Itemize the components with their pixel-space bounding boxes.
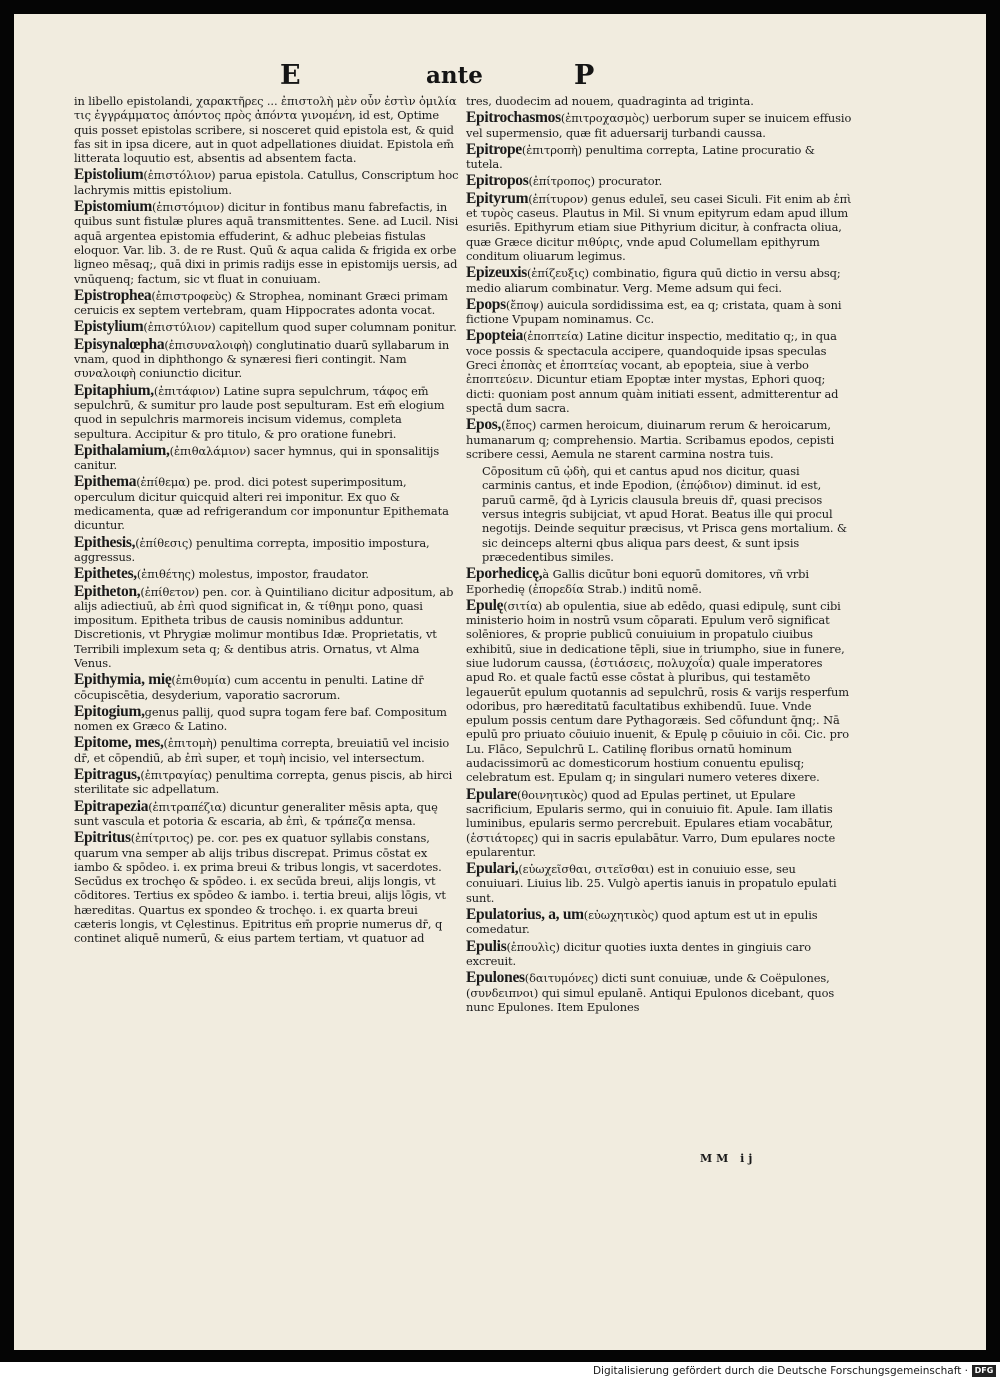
entry-text: (θοινητικὸς) quod ad Epulas pertinet, ut Epulare sacrificium, Epularis sermo, qui in conuiuio fit. Apule. Iam illatis luminibus, epularis sermo percrebuit. Epulares etiam vocabātur, (ἑστιάτορες) qui in sacris epulabātur. Varro, Dum epulares nocte epularentur. [466,787,836,859]
entry-headword: Epos, [466,416,502,434]
entry-text: (ἐπιστόλιον) parua epistola. Catullus, Conscriptum hoc lachrymis mittis epistolium. [74,168,459,197]
entry-headword: Epitogium, [74,702,145,720]
dictionary-entry [74,320,460,334]
dictionary-entry [74,702,460,734]
entry-headword: Epithymia, mię [74,671,172,689]
entry-text: (ἐπιστύλιον) capitellum quod super columnam ponitur. [143,320,457,335]
header-word: ante [426,62,483,89]
dictionary-entry [74,475,460,532]
entry-headword: Epistomium [74,198,152,216]
entry-headword: Epulis [466,937,507,955]
entry-text: (ἐπιτραγίας) penultima correpta, genus piscis, ab hirci sterilitate sic adpellatum. [74,768,453,797]
entry-headword: Epithesis, [74,533,136,551]
entry-text: (ἐπιτάφιον) Latine supra sepulchrum, τάφος em̄ sepulchrū, & sumitur pro laude post sepulturam. Est em̄ elogium quod in sepulchris marmoreis incisum videmus, completa sepultura. Accipitur & pro titulo, & pro oratione funebri. [74,383,445,441]
entry-headword: Epulari, [466,860,519,878]
book-page [14,14,986,1350]
dictionary-entry [466,111,852,140]
entry-text: (ἐπίθεσις) penultima correpta, impositio impostura, aggressus. [74,535,430,564]
dfg-logo: DFG [972,1365,996,1377]
header-letter-left: E [280,60,301,91]
header-letter-right: P [574,60,595,91]
entry-text: (σιτία) ab opulentia, siue ab edēdo, quasi edipulę, sunt cibi ministerio hoim in nostrū vsum cōparati. Epulum verō significat solēniores, & proprie publicū conuiuium in propatulo ciuibus exhibitū, siue in dedicatione tēpli, siue in triumpho, siue in funere, siue ludorum caussa, (ἑστιάσεις, πολυχοΐα) quale imperatores apud Ro. et quale factū esse cōstat à pluribus, qui testamēto legauerūt epulum quotannis ad sepulchrū, rosis & varijs resperfum odoribus, pro hæreditatū facultatibus exhibendū. Iuue. Vnde epulum possis centum dare Pythagoræis. Sed cōfundunt q̄nq;. Nā epulū pro priuato cōuiuio inuenit, & Epulę p cōuiuio in cōi. Cic. pro Lu. Flāco, Sepulchrū L. Catilinę floribus ornatū hominum audacissimorū ac domesticorum hostium conuentu epulisq; celebratum est. Epulam q; in singulari numero veteres dixere. [466,598,849,785]
entry-text: Cōpositum cū ᾠδὴ, qui et cantus apud nos dicitur, quasi carminis cantus, et inde Epodion, (ἐπῴδιον) diminut. id est, paruū carmē, q̄d à Lyricis clausula breuis dr̄, quasi precisos versus integris subijciat, vt apud Horat. Beatus ille qui procul negotijs. Deinde sequitur præcisus, vt Prisca gens mortalium. & sic deinceps alterni qbus aliqua pars deest, & sunt ipsis præcedentibus similes. [482,464,847,564]
entry-text: (ἐπιθαλάμιον) sacer hymnus, qui in sponsalitijs canitur. [74,443,440,473]
entry-text: (ἐπιθυμία) cum accentu in penulti. Latine dr̄ cōcupiscētia, desyderium, vaporatio sacrorum. [74,673,424,702]
entry-headword: Episynalœpha [74,335,165,353]
entry-headword: Epitrope [466,140,522,158]
dictionary-entry [466,295,852,327]
dictionary-entry [466,464,852,564]
entry-headword: Epulones [466,969,525,987]
entry-text: (εὐωχεῖσθαι, σιτεῖσθαι) est in conuiuio esse, seu conuiuari. Liuius lib. 25. Vulgò apertis ianuis in propatulo epulati sunt. [466,862,837,905]
dictionary-entry [466,567,852,596]
dictionary-entry [466,94,852,108]
entry-text: genus pallij, quod supra togam fere baf. Compositum nomen ex Græco & Latino. [74,704,447,734]
entry-headword: Epitropos [466,172,529,190]
entry-text: (δαιτυμόνες) dicti sunt conuiuæ, unde & Coëpulones, (συνδειπνοι) qui simul epulanē. Antiqui Epulonos dicebant, quos nunc Epulones. Item Epulones [466,971,835,1014]
right-column [466,94,852,1294]
entry-text: (ἐπίζευξις) combinatio, figura quū dictio in versu absq; medio aliarum combinatur. Verg. Meme adsum qui feci. [466,266,841,295]
dictionary-entry [74,582,460,671]
footer-bar [0,1362,1000,1380]
entry-text: (ἐπίτυρον) genus eduleī, seu casei Siculi. Fit enim ab ἐπὶ et τυρὸς caseus. Plautus in Mil. Si vnum epityrum edam apud illum esuriēs. Epithyrum etiam siue Pithyrium dicitur, à confracta oliua, quæ Græce dicitur πιθύρις, vnde apud Columellam epithyrum conditum oliuarum legimus. [466,191,852,263]
entry-headword: Epitome, mes, [74,734,164,752]
dictionary-entry [74,381,460,441]
entry-text: à Gallis dicūtur boni equorū domitores, vñ vrbi Eporhedię (ἐπορεδία Strab.) inditū nomē. [466,567,809,596]
dictionary-entry [466,418,852,461]
dictionary-entry [74,200,460,286]
entry-headword: Epops [466,295,506,313]
dictionary-entry [74,94,460,165]
entry-text: (ἐπιτροχασμὸς) uerborum super se inuicem effusio vel supermensio, quæ fit aduersarij turbandi caussa. [466,111,852,140]
entry-headword: Epulę [466,596,504,614]
entry-text: (ἐπιτραπέζια) dicuntur generaliter mēsis apta, quę sunt vascula et potoria & escaria, ab ἐπὶ, & τράπεζα mensa. [74,799,438,828]
dictionary-entry [74,736,460,765]
dictionary-entry [466,140,852,172]
entry-text: (ἐπίτροπος) procurator. [528,174,663,189]
entry-text: (ἔπος) carmen heroicum, diuinarum rerum & heroicarum, humanarum q; comprehensio. Martia. Scribamus epodos, cepisti scribere cessi, Aemula ne starent carmina nostra tuis. [466,418,835,461]
entry-text: (ἐπιστόμιον) dicitur in fontibus manu fabrefactis, in quibus sunt fistulæ plures aquā transmittentes. Sene. ad Lucil. Nisi aquā argentea epistomia effuderint, & adhuc plebeias fistulas eloquor. Var. lib. 3. de re Rust. Quū & aqua calida & frigida ex orbe ligneo mēsaq;, quā dixi in primis radijs esse in epistomijs uersis, ad vnūquenq; factum, sic vt fluat in conuiuam. [74,200,459,286]
signature-mark: MM ij [700,1152,757,1165]
entry-headword: Epitaphium, [74,381,154,399]
entry-text: (εὐωχητικὸς) quod aptum est ut in epulis comedatur. [466,908,818,937]
entry-headword: Epistrophea [74,286,152,304]
left-column [74,94,460,1294]
entry-text: (ἐπουλὶς) dicitur quoties iuxta dentes in gingiuis caro excreuit. [466,939,812,968]
dictionary-entry [466,596,852,785]
dictionary-entry [74,168,460,197]
dictionary-entry [466,971,852,1014]
dictionary-entry [466,862,852,905]
entry-headword: Epithetes, [74,565,137,583]
entry-headword: Epistolium [74,166,144,184]
entry-text: (ἐποπτεία) Latine dicitur inspectio, meditatio q;, in qua voce possis & spectacula accipere, quandoquide ipsas speculas Greci ἐποπὰς et ἐποπτείας vocant, ab epopteia, siue à verbo ἐποπτεύειν. Dicuntur etiam Epoptæ inter mystas, Ephori quoq; dicti: quoniam post annum quàm initiati essent, admitterentur ad spectā dum sacra. [466,329,839,415]
dictionary-entry [74,441,460,473]
entry-text: (ἐπισυναλοιφὴ) conglutinatio duarū syllabarum in vnam, quod in diphthongo & synæresi fieri contingit. Nam συναλοιφὴ coniunctio dicitur. [74,337,450,381]
entry-headword: Epistylium [74,318,144,336]
dictionary-entry [74,533,460,565]
dictionary-entry [74,797,460,829]
dictionary-entry [466,785,852,859]
entry-headword: Epithema [74,473,137,491]
entry-headword: Epityrum [466,189,529,207]
entry-text: (ἐπιστροφεὺς) & Strophea, nominant Græci primam ceruicis ex septem vertebram, quam Hippocrates adonta vocat. [74,288,448,318]
entry-text: (ἐπίθεμα) pe. prod. dici potest superimpositum, operculum dicitur quicquid alteri rei imponitur. Ex quo & medicamenta, quæ ad refrigerandum cor imponuntur Epithemata dicuntur. [74,475,449,533]
dictionary-entry [74,286,460,318]
dictionary-entry [74,768,460,797]
dictionary-entry [466,174,852,188]
dictionary-entry [74,673,460,702]
entry-headword: Epitritus [74,829,131,847]
entry-headword: Epizeuxis [466,264,528,282]
dictionary-entry [466,329,852,415]
entry-headword: Epulare [466,785,518,803]
entry-text: in libello epistolandi, χαρακτῆρες ... ἐπιστολὴ μὲν οὖν ἐστὶν ὁμιλία τις ἐγγράμματος ἀπόντος πρὸς ἀπόντα γινομένη, id est, Optime quis posset epistolas scribere, si nosceret quid epistola est, & quid fas sit in ipsa dicere, aut in quot adpellationes diuidat. Epistola em̄ litterata loquutio est, absentis ad absentem facta. [74,94,457,166]
dictionary-entry [466,189,852,263]
dictionary-entry [466,908,852,937]
entry-headword: Epitheton, [74,582,141,600]
entry-headword: Epopteia [466,327,524,345]
entry-text: tres, duodecim ad nouem, quadraginta ad triginta. [466,94,754,108]
funding-notice: Digitalisierung gefördert durch die Deutsche Forschungsgemeinschaft · [592,1365,968,1377]
entry-headword: Eporhedicę, [466,565,543,583]
entry-text: (ἐπιτομὴ) penultima correpta, breuiatiū vel incisio dr̄, et cōpendiū, ab ἐπὶ super, et τομὴ incisio, vel intersectum. [74,736,450,765]
entry-headword: Epitrapezia [74,797,149,815]
dictionary-entry [74,335,460,381]
entry-headword: Epithalamium, [74,441,170,459]
entry-text: (ἐπιθέτης) molestus, impostor, fraudator. [136,567,369,582]
dictionary-entry [466,266,852,295]
entry-text: (ἐπίτριτος) pe. cor. pes ex quatuor syllabis constans, quarum vna semper ab alijs tribus discrepat. Primus cōstat ex iambo & spōdeo. i. ex prima breui & tribus longis, vt sacerdotes. Secūdus ex trochęo & spōdeo. i. ex secūda breui, alijs longis, vt cōditores. Tertius ex spōdeo & iambo. i. tertia breui, alijs lōgis, vt hæreditas. Quartus ex spondeo & trochęo. i. ex quarta breui cæteris longis, vt Cęlestinus. Epitritus em̄ proprie numerus dr̄, q continet aliquē numerū, & eius partem tertiam, vt quatuor ad [74,831,446,946]
entry-text: (ἔποψ) auicula sordidissima est, ea q; cristata, quam à soni fictione Vpupam nominamus. Cc. [466,297,842,327]
dictionary-entry [74,567,460,581]
dictionary-entry [466,937,852,969]
entry-text: (ἐπίθετον) pen. cor. à Quintiliano dicitur adpositum, ab alijs adiectiuū, ab ἐπὶ quod significat in, & τίθημι pono, quasi impositum. Epitheta tribus de causis nominibus adduntur. Discretionis, vt Phrygiæ molimur montibus Idæ. Proprietatis, vt Terribili implexum seta q; & dentibus atris. Ornatus, vt Alma Venus. [74,584,454,670]
dictionary-entry [74,831,460,945]
entry-headword: Epitragus, [74,766,141,784]
entry-headword: Epulatorius, a, um [466,906,584,924]
entry-text: (ἐπιτροπὴ) penultima correpta, Latine procuratio & tutela. [466,142,815,172]
entry-headword: Epitrochasmos [466,109,561,127]
